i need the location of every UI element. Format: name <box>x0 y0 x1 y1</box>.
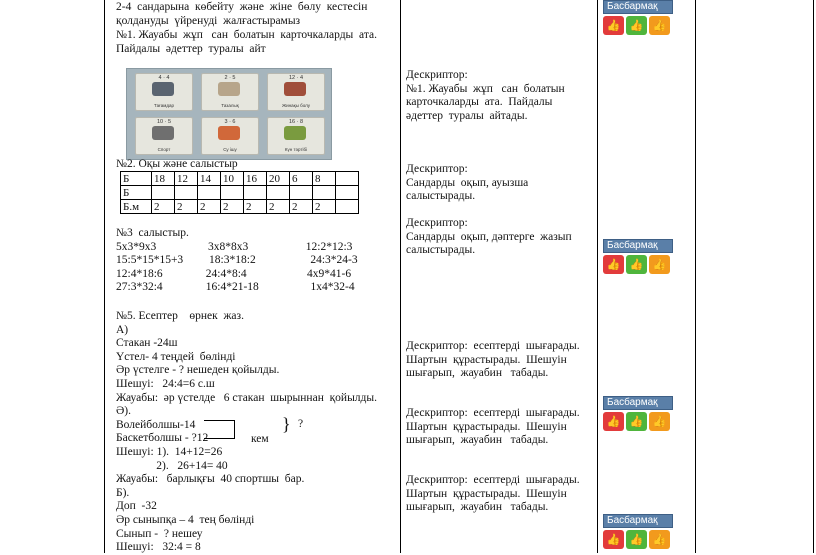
task5-line: Баскетболшы - ?12 <box>116 432 209 445</box>
task5-line: Сынып - ? нешеу <box>116 527 203 540</box>
descriptor-line: карточкаларды ата. Пайдалы <box>406 96 553 109</box>
task5-line: Әр сыныпқа – 4 тең бөлінді <box>116 513 255 526</box>
task3-line: 27:3*32:4 16:4*21-18 1х4*32-4 <box>116 281 355 294</box>
thumbs-up-icon[interactable]: 👍 <box>626 16 647 35</box>
badge-title: Басбармақ <box>603 0 673 14</box>
descriptor-line: Дескриптор: <box>406 217 468 229</box>
descriptor-line: Сандарды оқып, дәптерге жазып <box>406 230 572 243</box>
thumbs-up-icon[interactable]: 👍 <box>626 412 647 431</box>
descriptor-column <box>406 0 591 553</box>
descriptor-line: әдеттер туралы айтады. <box>406 109 528 122</box>
habit-card: 16 · 8 Күн тәртібі <box>267 117 325 155</box>
less-label: кем <box>251 433 269 445</box>
descriptor-line: Дескриптор: <box>406 163 468 175</box>
task1-line: №1. Жауабы жұп сан болатын карточкаларды ата. <box>116 29 377 41</box>
habit-card: 10 · 5 Спорт <box>135 117 193 155</box>
descriptor-line: шығарып, жауабин табады. <box>406 367 549 380</box>
thumb-icons <box>603 530 673 549</box>
task5-line: Шешуі: 1). 14+12=26 <box>116 445 223 458</box>
task3-text <box>116 227 358 295</box>
descriptor-line: Шартын құрастырады. Шешуін <box>406 420 567 433</box>
task3-line: №3 салыстыр. <box>116 227 189 239</box>
main-content-column <box>112 0 399 553</box>
task5-line: 2). 26+14= 40 <box>116 459 228 472</box>
habit-cards-figure <box>126 68 332 160</box>
intro-line: қолдануды үйренуді жалғастырамыз <box>116 14 301 27</box>
task5-line: Доп -32 <box>116 500 157 513</box>
task5-text <box>116 310 377 555</box>
thumb-assessment-badge <box>603 514 673 549</box>
cutlery-icon <box>152 82 174 96</box>
compare-table <box>120 171 359 214</box>
thumbs-up-icon[interactable]: 👍 <box>626 530 647 549</box>
task5-line: Әр үстелге - ? нешеден қойылды. <box>116 364 280 377</box>
descriptor-line: салыстырады. <box>406 244 476 257</box>
task3-line: 5х3*9х3 3х8*8х3 12:2*12:3 <box>116 240 353 253</box>
task3-line: 12:4*18:6 24:4*8:4 4х9*41-6 <box>116 267 352 280</box>
descriptor-line: №1. Жауабы жұп сан болатын <box>406 82 565 95</box>
column-border <box>695 0 696 553</box>
bed-icon <box>284 82 306 96</box>
thumb-icons <box>603 412 673 431</box>
task5-line: Стакан -24ш <box>116 337 178 350</box>
column-border <box>597 0 598 553</box>
thumbs-up-icon[interactable]: 👍 <box>649 255 670 274</box>
thumb-icons <box>603 16 673 35</box>
thumbs-up-icon[interactable]: 👍 <box>649 16 670 35</box>
task1-text <box>116 29 377 56</box>
descriptor-line: Шартын құрастырады. Шешуін <box>406 487 567 500</box>
task5-line: Жауабы: әр үстелде 6 стакан шырыннан қойылды. <box>116 391 378 404</box>
descriptor-line: Сандарды оқып, ауызша <box>406 176 529 189</box>
task2-title: №2. Оқы және салыстыр <box>116 158 238 170</box>
descriptor-1 <box>406 69 565 123</box>
task3-line: 15:5*15*15+3 18:3*18:2 24:3*24-3 <box>116 254 358 267</box>
column-border <box>104 0 105 553</box>
shoes-icon <box>152 126 174 140</box>
task5-line: Шешуі: 24:4=6 с.ш <box>116 377 215 390</box>
habit-card: 3 · 6 Су ішу <box>201 117 259 155</box>
task1-line: Пайдалы әдеттер туралы айт <box>116 42 266 55</box>
task5-line: Б). <box>116 486 130 499</box>
habit-card: 12 · 4 Жинақы болу <box>267 73 325 111</box>
glass-icon <box>218 126 240 140</box>
descriptor-line: салыстырады. <box>406 190 476 203</box>
habit-card: 4 · 4 Тағамдар <box>135 73 193 111</box>
thumbs-up-icon[interactable]: 👍 <box>603 255 624 274</box>
descriptor-5 <box>406 407 580 448</box>
brace-symbol: } <box>282 414 291 434</box>
task5-line: А) <box>116 323 129 336</box>
thumbs-up-icon[interactable]: 👍 <box>603 412 624 431</box>
thumb-assessment-badge <box>603 239 673 274</box>
table-row: Б 18 12 14 10 16 20 6 8 <box>121 172 359 186</box>
descriptor-2 <box>406 163 528 204</box>
task5-line: Шешуі: 32:4 = 8 <box>116 541 201 554</box>
task5-line: Жауабы: барлықғы 40 спортшы бар. <box>116 473 305 486</box>
thumbs-up-icon[interactable]: 👍 <box>649 530 670 549</box>
descriptor-line: Дескриптор: <box>406 69 468 81</box>
thumbs-up-icon[interactable]: 👍 <box>626 255 647 274</box>
badge-title: Басбармақ <box>603 239 673 253</box>
descriptor-line: шығарып, жауабин табады. <box>406 501 549 514</box>
descriptor-line: Шартын құрастырады. Шешуін <box>406 353 567 366</box>
compare-arrow <box>204 420 235 439</box>
badge-title: Басбармақ <box>603 396 673 410</box>
task5-line: №5. Есептер өрнек жаз. <box>116 310 244 322</box>
thumb-icons <box>603 255 673 274</box>
thumb-assessment-badge <box>603 396 673 431</box>
task5-line: Үстел- 4 теңдей бөлінді <box>116 350 236 363</box>
table-row: Б.м 2 2 2 2 2 2 2 2 <box>121 200 359 214</box>
descriptor-line: Дескриптор: есептерді шығарады. <box>406 474 580 486</box>
habit-card: 2 · 5 Тазалық <box>201 73 259 111</box>
thumbs-up-icon[interactable]: 👍 <box>649 412 670 431</box>
thumbs-up-icon[interactable]: 👍 <box>603 530 624 549</box>
intro-line: 2-4 сандарына көбейту және жіне бөлу кестесін <box>116 1 368 13</box>
descriptor-line: Дескриптор: есептерді шығарады. <box>406 340 580 352</box>
badge-title: Басбармақ <box>603 514 673 528</box>
descriptor-line: шығарып, жауабин табады. <box>406 434 549 447</box>
column-border <box>400 0 401 553</box>
table-row: Б <box>121 186 359 200</box>
descriptor-line: Дескриптор: есептерді шығарады. <box>406 407 580 419</box>
intro-text <box>116 1 367 28</box>
column-border <box>813 0 814 553</box>
soap-icon <box>218 82 240 96</box>
thumb-assessment-badge <box>603 0 673 35</box>
descriptor-4 <box>406 340 580 381</box>
task5-line: Волейболшы-14 <box>116 418 196 431</box>
descriptor-3 <box>406 217 572 258</box>
descriptor-6 <box>406 474 580 515</box>
task5-line: Ә). <box>116 405 132 418</box>
clock-icon <box>284 126 306 140</box>
question-mark: ? <box>298 418 304 430</box>
thumbs-up-icon[interactable]: 👍 <box>603 16 624 35</box>
